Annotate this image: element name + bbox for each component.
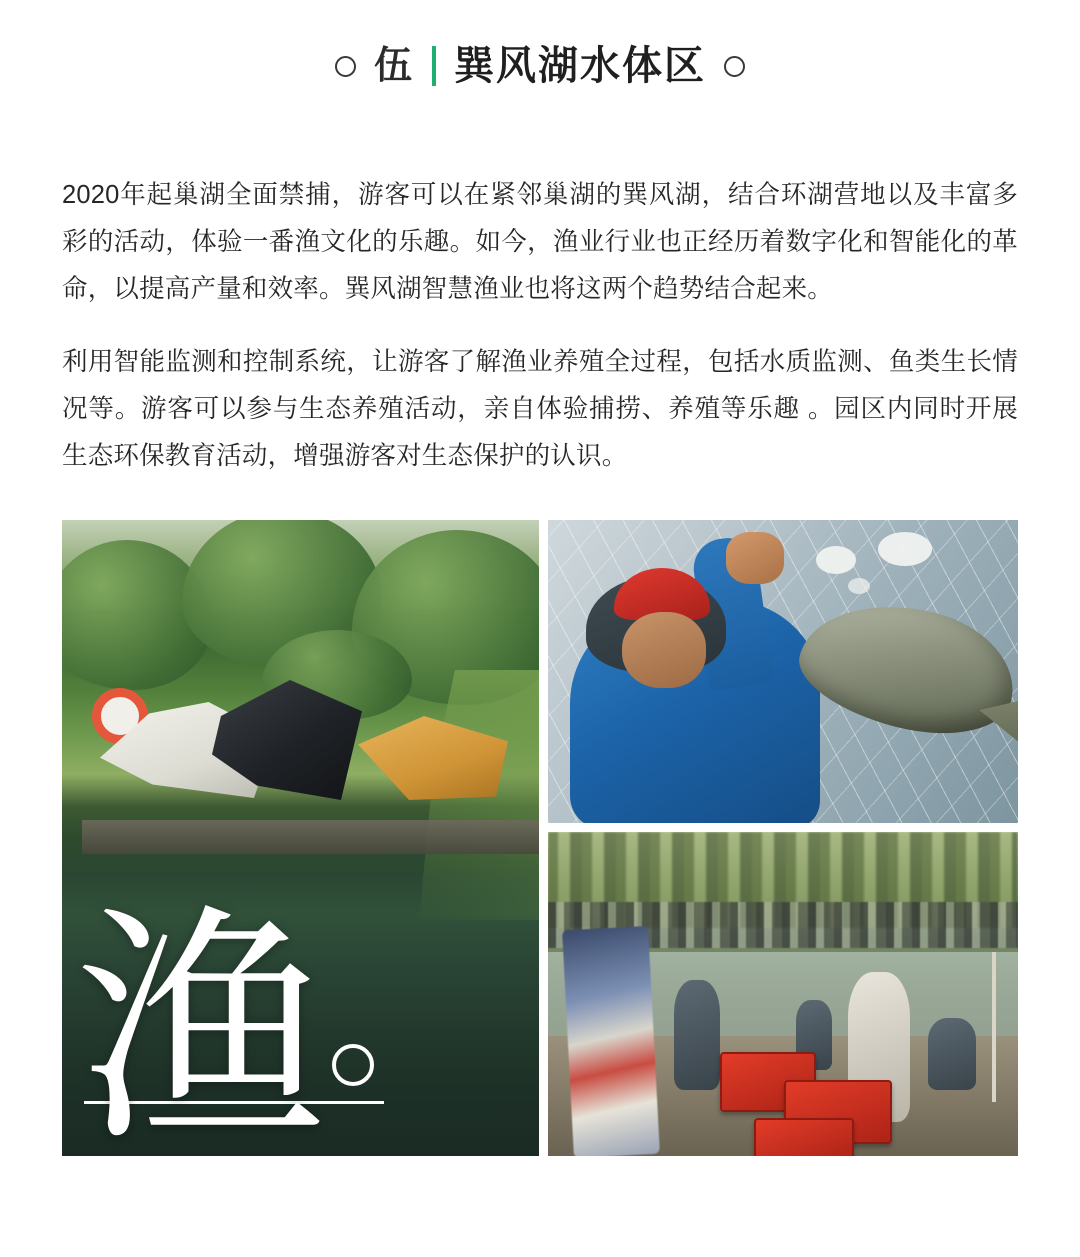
lakeside-camping-photo — [62, 520, 539, 1156]
fisherman-face — [622, 612, 706, 688]
article-body — [0, 172, 1080, 480]
fisherman-fist — [726, 532, 784, 584]
water-splash-2 — [878, 532, 932, 566]
right-photo-column — [548, 520, 1018, 1156]
wooden-dock — [82, 820, 539, 854]
fish-harvest-photo — [548, 832, 1018, 1156]
water-splash-1 — [816, 546, 856, 574]
section-number: 伍 — [373, 45, 414, 87]
overlay-dot-icon — [332, 1044, 374, 1086]
fisherman-catch-photo — [548, 520, 1018, 823]
section-header — [0, 0, 1080, 96]
paragraph-2: 利用智能监测和控制系统，让游客了解渔业养殖全过程，包括水质监测、鱼类生长情况等。游客可以参与生态养殖活动，亲自体验捕捞、养殖等乐趣 。园区内同时开展生态环保教育活动，增强游客对生态保护的认识。 — [62, 348, 1018, 470]
lake-scene-art — [62, 520, 539, 1156]
photo-gallery — [0, 520, 1080, 1156]
foreground-banner — [562, 926, 660, 1156]
marker-pole — [992, 952, 996, 1102]
fisherman-scene-art — [548, 520, 1018, 823]
circle-outline-icon-right — [724, 56, 745, 77]
harvest-scene-art — [548, 832, 1018, 1156]
page-title: 巽风湖水体区 — [454, 44, 706, 88]
circle-outline-icon-left — [335, 56, 356, 77]
worker-wading-left — [674, 980, 720, 1090]
overlay-character: 渔 — [76, 883, 326, 1156]
header-divider — [432, 46, 436, 86]
water-splash-3 — [848, 578, 870, 594]
worker-crouching — [928, 1018, 976, 1090]
fish-crate-3 — [754, 1118, 854, 1156]
paragraph-1: 2020年起巢湖全面禁捕，游客可以在紧邻巢湖的巽风湖，结合环湖营地以及丰富多彩的活动，体验一番渔文化的乐趣。如今，渔业行业也正经历着数字化和智能化的革命，以提高产量和效率。巽风湖智慧渔业也将这两个趋势结合起来。 — [62, 181, 1018, 303]
